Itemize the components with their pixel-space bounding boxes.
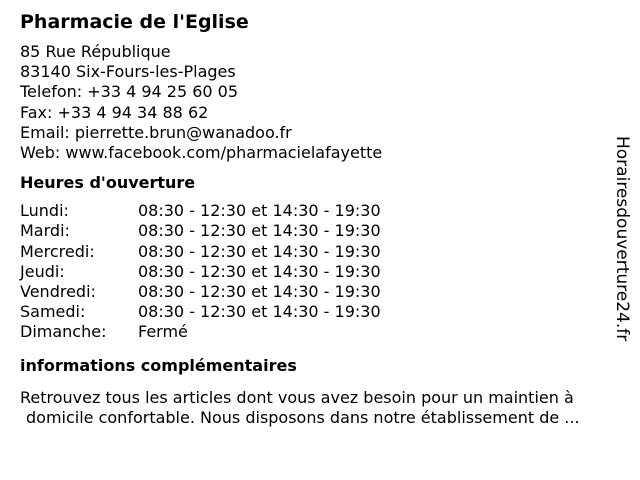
additional-info-line: domicile confortable. Nous disposons dans notre établissement de ...	[26, 408, 580, 428]
address-city: 83140 Six-Fours-les-Plages	[20, 62, 236, 82]
hours-time: Fermé	[138, 322, 188, 342]
hours-day: Dimanche:	[20, 322, 107, 342]
hours-day: Vendredi:	[20, 282, 96, 302]
hours-row-tuesday	[20, 221, 610, 241]
website-link: Web: www.facebook.com/pharmacielafayette	[20, 143, 383, 163]
additional-info-heading: informations complémentaires	[20, 355, 297, 375]
hours-row-wednesday	[20, 242, 610, 262]
hours-row-thursday	[20, 262, 610, 282]
pharmacy-info-card	[20, 10, 610, 429]
opening-hours-heading: Heures d'ouverture	[20, 173, 196, 193]
hours-row-friday	[20, 282, 610, 302]
fax-number: Fax: +33 4 94 34 88 62	[20, 102, 209, 122]
hours-time: 08:30 - 12:30 et 14:30 - 19:30	[138, 302, 381, 322]
hours-row-sunday	[20, 322, 610, 342]
phone-number: Telefon: +33 4 94 25 60 05	[20, 82, 239, 102]
hours-day: Lundi:	[20, 201, 69, 221]
watermark-text: Horairesdouverture24.fr	[612, 136, 632, 342]
additional-info-line: Retrouvez tous les articles dont vous avez besoin pour un maintien à	[20, 387, 574, 407]
pharmacy-name: Pharmacie de l'Eglise	[20, 11, 249, 33]
additional-info-text	[20, 388, 610, 429]
hours-time: 08:30 - 12:30 et 14:30 - 19:30	[138, 282, 381, 302]
email-address: Email: pierrette.brun@wanadoo.fr	[20, 122, 292, 142]
hours-day: Samedi:	[20, 302, 86, 322]
hours-day: Mercredi:	[20, 241, 95, 261]
hours-time: 08:30 - 12:30 et 14:30 - 19:30	[138, 221, 381, 241]
hours-day: Mardi:	[20, 221, 70, 241]
opening-hours-table	[20, 201, 610, 342]
hours-row-saturday	[20, 302, 610, 322]
hours-day: Jeudi:	[20, 261, 65, 281]
hours-time: 08:30 - 12:30 et 14:30 - 19:30	[138, 261, 381, 281]
hours-row-monday	[20, 201, 610, 221]
watermark	[610, 136, 634, 348]
hours-time: 08:30 - 12:30 et 14:30 - 19:30	[138, 201, 381, 221]
address-street: 85 Rue République	[20, 42, 171, 61]
hours-time: 08:30 - 12:30 et 14:30 - 19:30	[138, 241, 381, 261]
